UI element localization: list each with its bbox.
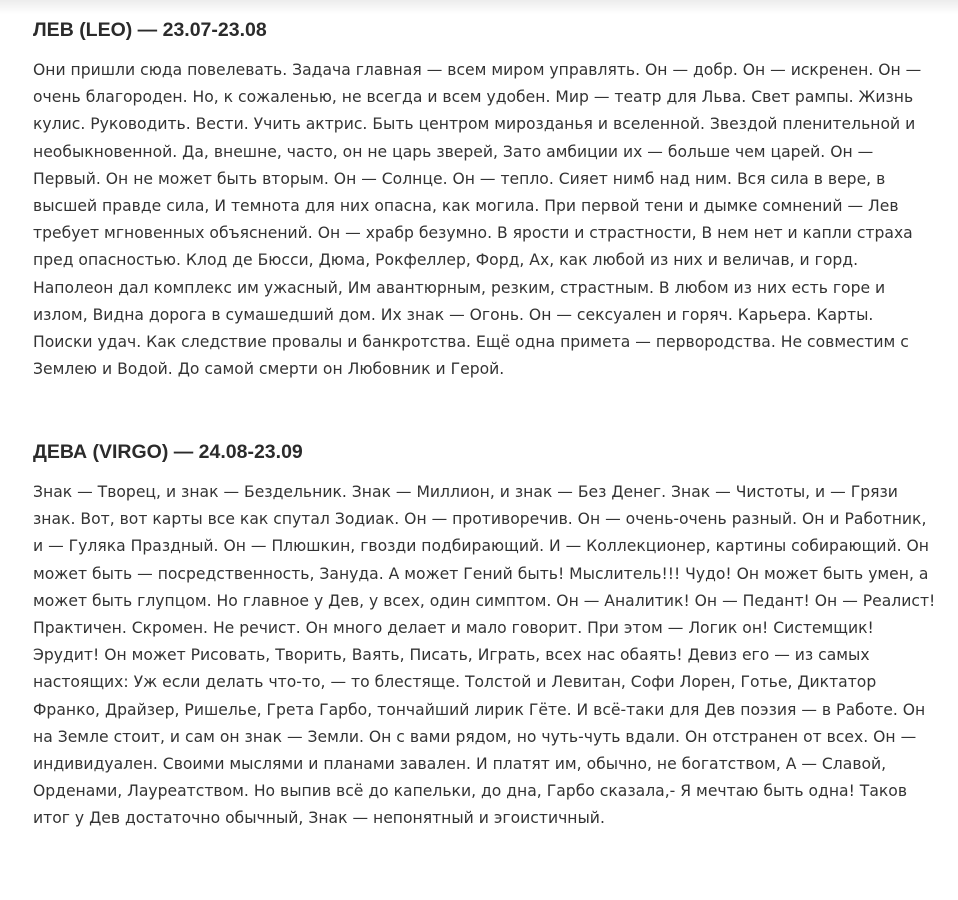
leo-description: Они пришли сюда повелевать. Задача главная — всем миром управлять. Он — добр. Он — искренен. Он — очень благороден. Но, к сожаленью, не всегда и всем удобен. Мир — театр для Льва. Свет рампы. Жизнь кулис. Руководить. Вести. Учить актрис. Быть центром мирозданья и вселенной. Звездой пленительной и необыкновенной. Да, внешне, часто, он не царь зверей, Зато амбиции их — больше чем царей. Он — Первый. Он не может быть вторым. Он — Солнце. Он — тепло. Сияет нимб над ним. Вся сила в вере, в высшей правде сила, И темнота для них опасна, как могила. При первой тени и дымке сомнений — Лев требует мгновенных объяснений. Он — храбр безумно. В ярости и страстности, В нем нет и капли страха пред опасностью. Клод де Бюсси, Дюма, Рокфеллер, Форд, Ах, как любой из них и величав, и горд. Наполеон дал комплекс им ужасный, Им авантюрным, резким, страстным. В любом из них есть горе и излом, Видна дорога в сумашедший дом. Их знак — Огонь. Он — сексуален и горяч. Карьера. Карты. Поиски удач. Как следствие провалы и банкротства. Ещё одна примета — первородства. Не совместим с Землею и Водой. До самой смерти он Любовник и Герой. bbox=[33, 61, 922, 379]
virgo-description: Знак — Творец, и знак — Бездельник. Знак — Миллион, и знак — Без Денег. Знак — Чистоты, и — Грязи знак. Вот, вот карты все как спутал Зодиак. Он — противоречив. Он — очень-очень разный. Он и Работник, и — Гуляка Праздный. Он — Плюшкин, гвозди подбирающий. И — Коллекционер, картины собирающий. Он может быть — посредственность, Зануда. А может Гений быть! Мыслитель!!! Чудо! Он может быть умен, а может быть глупцом. Но главное у Дев, у всех, один симптом. Он — Аналитик! Он — Педант! Он — Реалист! Практичен. Скромен. Не речист. Он много делает и мало говорит. При этом — Логик он! Системщик! Эрудит! Он может Рисовать, Творить, Ваять, Писать, Играть, всех нас обаять! Девиз его — из самых настоящих: Уж если делать что-то, — то блестяще. Толстой и Левитан, Софи Лорен, Готье, Диктатор Франко, Драйзер, Ришелье, Грета Гарбо, тончайший лирик Гёте. И всё-таки для Дев поэзия — в Работе. Он на Земле стоит, и сам он знак — Земли. Он с вами рядом, но чуть-чуть вдали. Он отстранен от всех. Он — индивидуален. Своими мыслями и планами завален. И платят им, обычно, не богатством, А — Славой, Орденами, Лауреатством. Но выпив всё до капельки, до дна, Гарбо сказала,- Я мечтаю быть одна! Таков итог у Дев достаточно обычный, Знак — непонятный и эгоистичный. bbox=[33, 483, 936, 828]
virgo-heading: ДЕВА (VIRGO) — 24.08-23.09 bbox=[33, 441, 303, 463]
leo-heading: ЛЕВ (LEO) — 23.07-23.08 bbox=[33, 19, 267, 41]
top-shadow-divider bbox=[0, 0, 958, 14]
